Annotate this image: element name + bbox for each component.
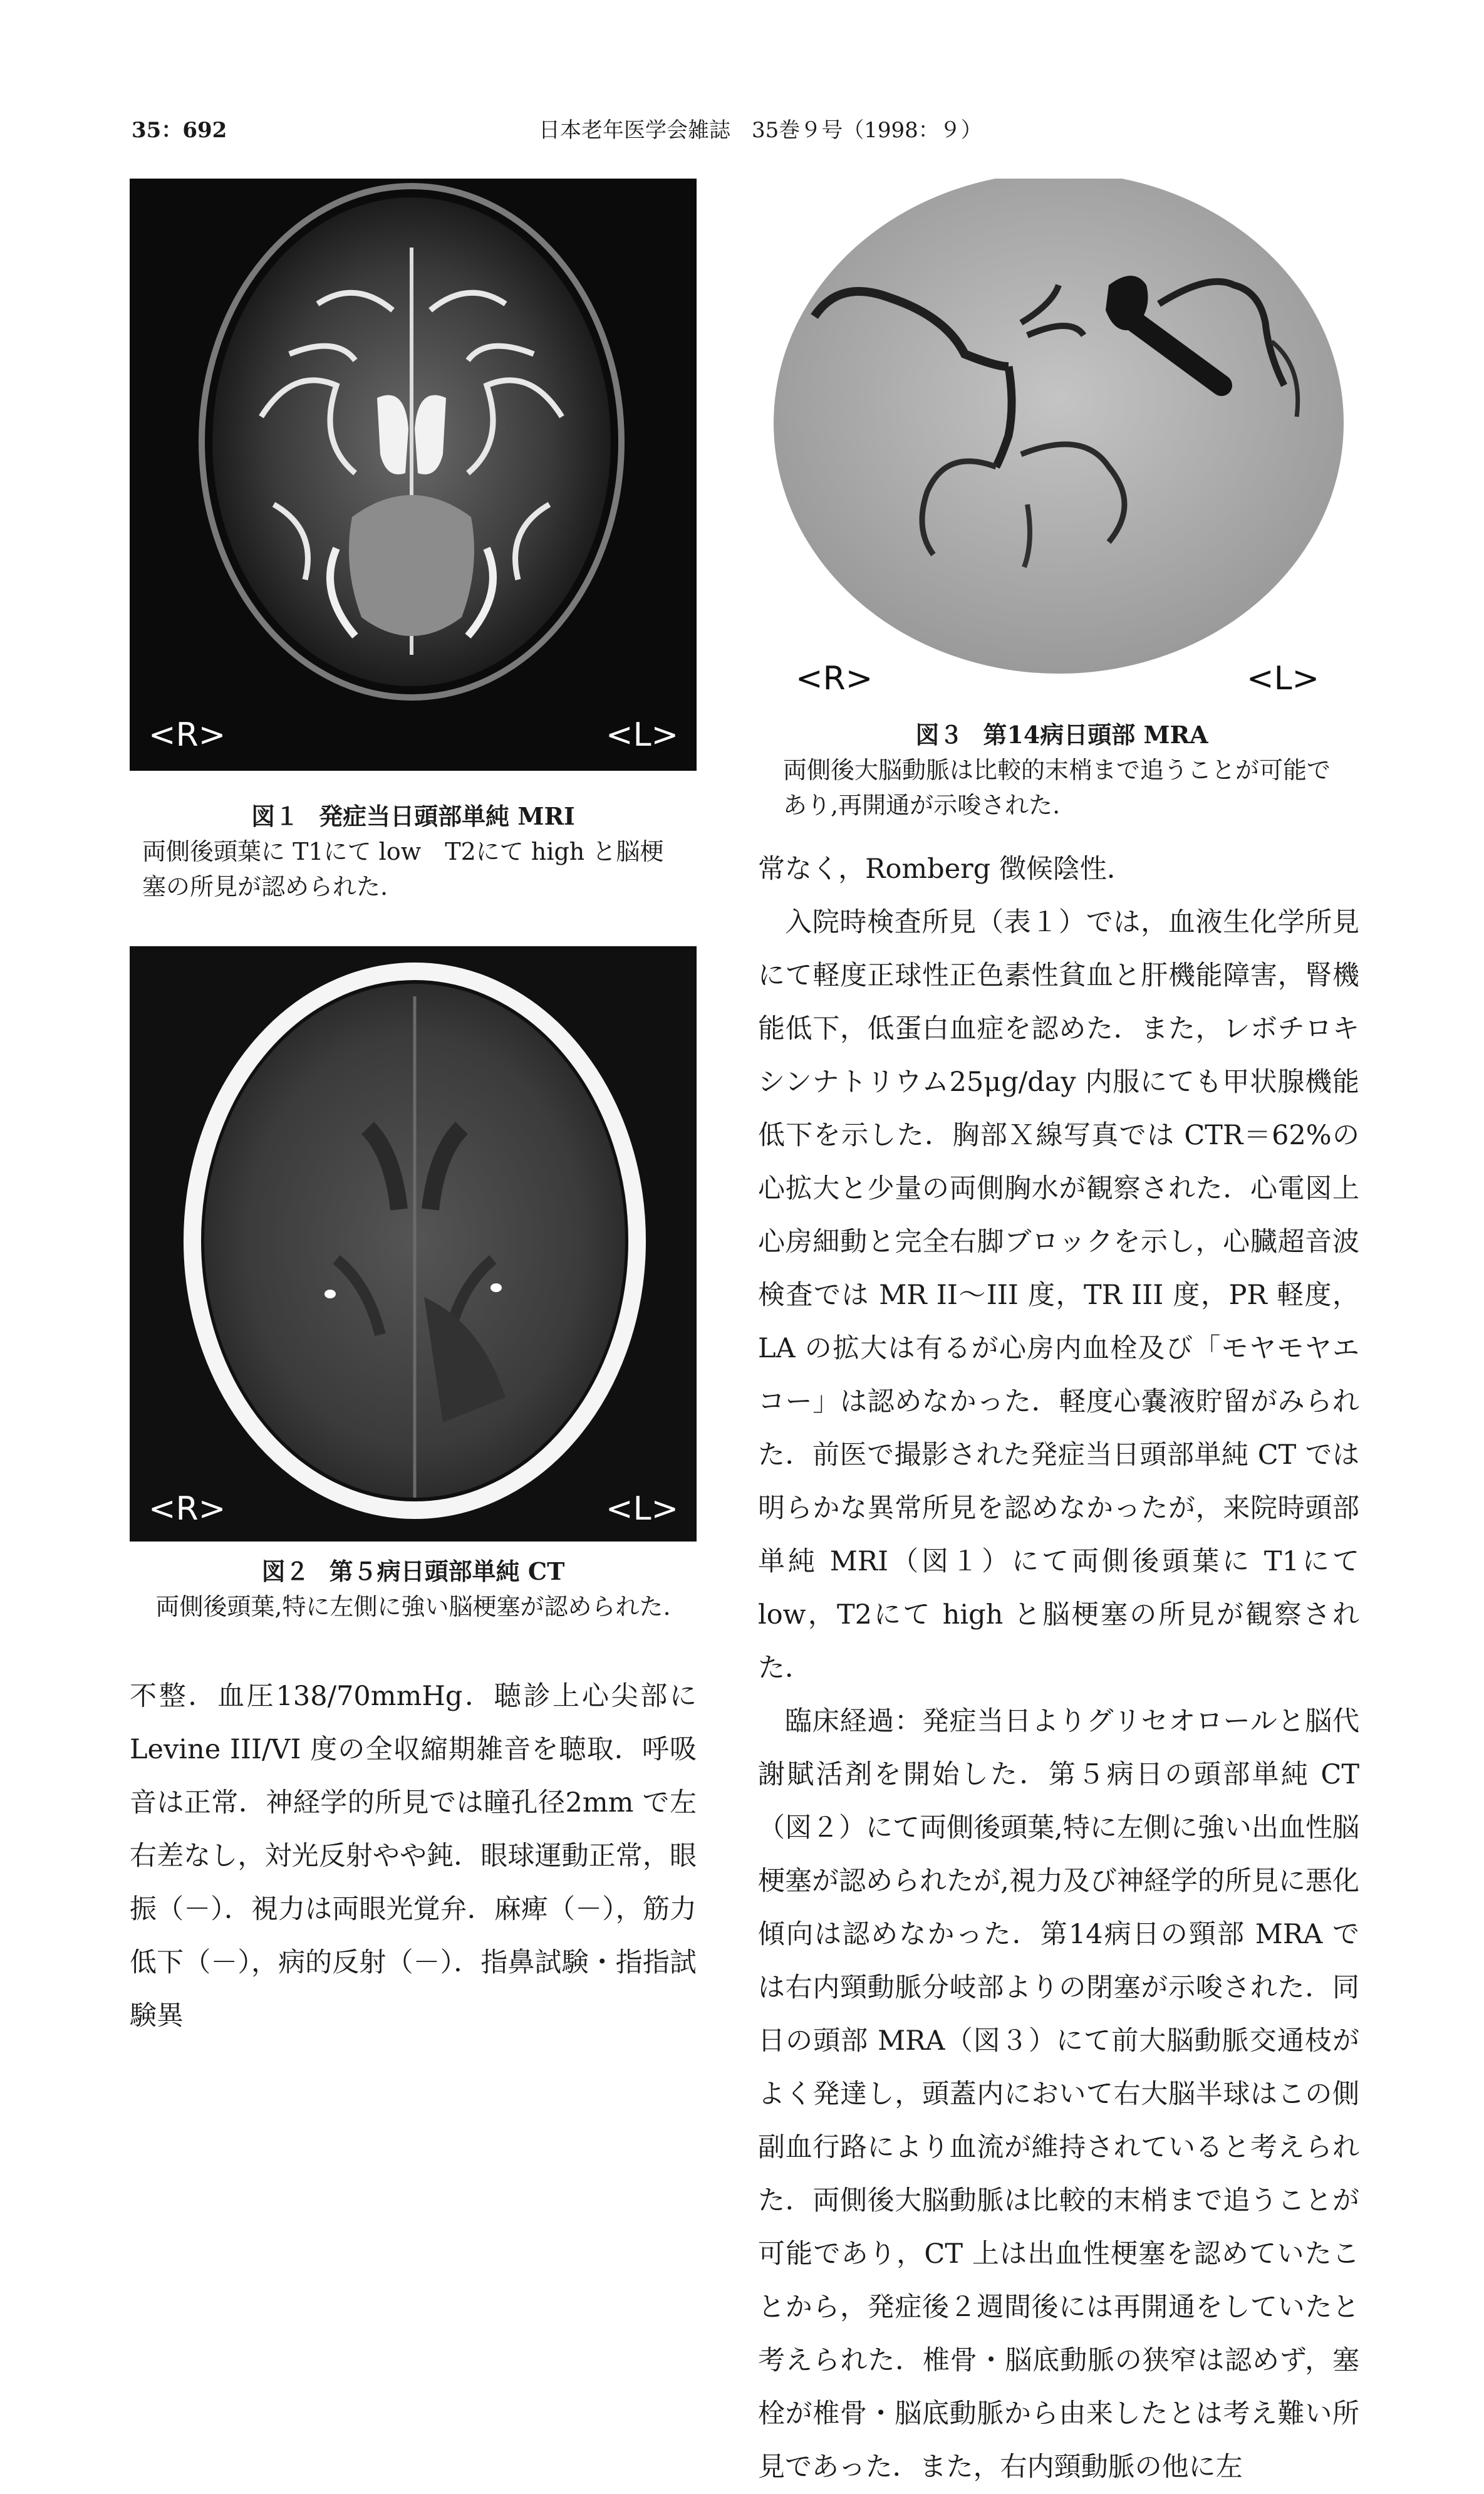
left-column-text bbox=[130, 1670, 697, 2043]
right-column-paragraph-1: 常なく，Romberg 徴候陰性． bbox=[758, 853, 1134, 885]
right-column-paragraph-3: 臨床経過：発症当日よりグリセオロールと脳代謝賦活剤を開始した．第５病日の頭部単純 CT（図２）にて両側後頭葉,特に左側に強い出血性脳梗塞が認められたが,視力及び神経学的所見に悪化傾向は認めなかった．第14病日の頸部 MRA では右内頸動脈分岐部よりの閉塞が示唆された．同日の頭部 MRA（図３）にて前大脳動脈交通枝がよく発達し，頭蓋内において右大脳半球はこの側副血行路により血流が維持されていると考えられた．両側後大脳動脈は比較的末梢まで追うことが可能であり，CT 上は出血性梗塞を認めていたことから，発症後２週間後には再開通をしていたと考えられた．椎骨・脳底動脈の狭窄は認めず，塞栓が椎骨・脳底動脈から由来したとは考え難い所見であった．また，右内頸動脈の他に左 bbox=[758, 1706, 1359, 2483]
page-number: 35：692 bbox=[132, 118, 227, 143]
figure-1-mri-image bbox=[130, 179, 697, 771]
right-column-text bbox=[758, 843, 1359, 2494]
journal-header: 日本老年医学会雑誌 35巻９号（1998：９） bbox=[539, 118, 982, 143]
figure-1-label bbox=[130, 799, 697, 834]
fig3-side-right-label: <R> bbox=[796, 660, 873, 697]
fig2-side-right-label: <R> bbox=[148, 1490, 226, 1528]
figure-3-title: 第14病日頭部 MRA bbox=[983, 721, 1208, 749]
figure-1-caption bbox=[130, 799, 697, 904]
fig3-side-left-label: <L> bbox=[1247, 660, 1320, 697]
figure-1-description: 両側後頭葉に T1にて low T2にて high と脳梗塞の所見が認められた. bbox=[142, 838, 664, 900]
fig1-side-left-label: <L> bbox=[606, 716, 679, 754]
figure-3-number: 図３ bbox=[915, 721, 963, 749]
figure-2-description: 両側後頭葉,特に左側に強い脳梗塞が認められた. bbox=[155, 1593, 671, 1620]
figure-3-mra-image bbox=[758, 179, 1359, 711]
figure-2-ct-image bbox=[130, 946, 697, 1542]
figure-1-title: 発症当日頭部単純 MRI bbox=[319, 802, 575, 830]
figure-2-number: 図２ bbox=[261, 1557, 309, 1585]
figure-3-label bbox=[783, 717, 1341, 753]
figure-3-caption bbox=[783, 717, 1341, 823]
figure-3-description: 両側後大脳動脈は比較的末梢まで追うことが可能であり,再開通が示唆された. bbox=[783, 756, 1331, 819]
figure-2-title: 第５病日頭部単純 CT bbox=[329, 1557, 565, 1585]
left-column-paragraph: 不整．血圧138/70mmHg．聴診上心尖部に Levine III/VI 度の全収縮期雑音を聴取．呼吸音は正常．神経学的所見では瞳孔径2mm で左右差なし，対光反射やや鈍．眼球運動正常，眼振（－）．視力は両眼光覚弁．麻痺（－），筋力低下（－），病的反射（－）．指鼻試験・指指試験異 bbox=[130, 1681, 697, 2032]
figure-2-label bbox=[130, 1554, 697, 1589]
fig2-side-left-label: <L> bbox=[606, 1490, 679, 1528]
fig1-side-right-label: <R> bbox=[148, 716, 226, 754]
right-column-paragraph-2: 入院時検査所見（表１）では，血液生化学所見にて軽度正球性正色素性貧血と肝機能障害，腎機能低下，低蛋白血症を認めた．また，レボチロキシンナトリウム25μg/day 内服にても甲状腺機能低下を示した．胸部Ｘ線写真では CTR＝62%の心拡大と少量の両側胸水が観察された．心電図上心房細動と完全右脚ブロックを示し，心臓超音波検査では MR II～III 度，TR III 度，PR 軽度，LA の拡大は有るが心房内血栓及び「モヤモヤエコー」は認めなかった．軽度心嚢液貯留がみられた．前医で撮影された発症当日頭部単純 CT では明らかな異常所見を認めなかったが，来院時頭部単純 MRI（図１）にて両側後頭葉に T1にて low，T2にて high と脳梗塞の所見が観察された． bbox=[758, 907, 1359, 1684]
figure-2-caption bbox=[130, 1554, 697, 1624]
figure-1-number: 図１ bbox=[251, 802, 299, 830]
